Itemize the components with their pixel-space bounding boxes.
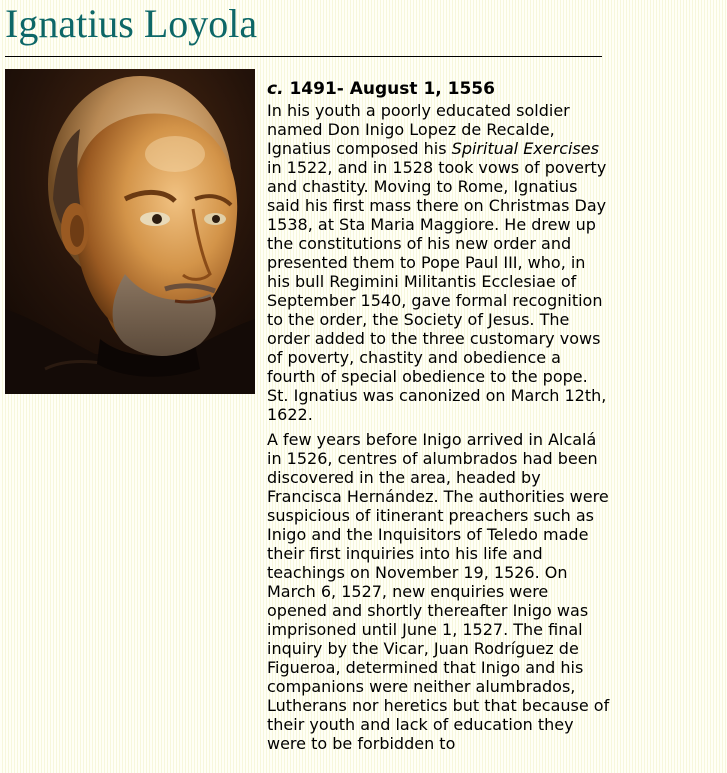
biography <box>267 79 612 759</box>
page-title: Ignatius Loyola <box>5 1 258 46</box>
title-divider <box>5 56 602 57</box>
portrait-image <box>5 69 255 394</box>
work-title: Spiritual Exercises <box>451 139 599 158</box>
circa-prefix: c. <box>267 79 284 99</box>
bio-paragraph-2: A few years before Inigo arrived in Alcalá in 1526, centres of alumbrados had been discovered in the area, headed by Francisca Hernández. The authorities were suspicious of itinerant preachers such as Inigo and the Inquisitors of Teledo made their first inquiries into his life and teachings on November 19, 1526. On March 6, 1527, new enquiries were opened and shortly thereafter Inigo was imprisoned until June 1, 1527. The final inquiry by the Vicar, Juan Rodríguez de Figueroa, determined that Inigo and his companions were neither alumbrados, Lutherans nor heretics but that because of their youth and lack of education they were to be forbidden to <box>267 430 610 753</box>
bio-paragraph-1-start: In his youth a poorly educated soldier named Don Inigo Lopez de Recalde, Ignatius composed his <box>267 101 570 158</box>
bio-paragraph-1-end: in 1522, and in 1528 took vows of poverty and chastity. Moving to Rome, Ignatius said his first mass there on Christmas Day 1538, at Sta Maria Maggiore. He drew up the constitutions of his new order and presented them to Pope Paul III, who, in his bull Regimini Militantis Ecclesiae of September 1540, gave formal recognition to the order, the Society of Jesus. The order added to the three customary vows of poverty, chastity and obedience a fourth of special obedience to the pope. St. Ignatius was canonized on March 12th, 1622. <box>267 158 607 424</box>
bio-paragraph-1 <box>267 101 612 424</box>
portrait-illustration <box>5 69 255 394</box>
life-dates <box>267 79 612 99</box>
life-dates-range: 1491- August 1, 1556 <box>283 79 495 99</box>
